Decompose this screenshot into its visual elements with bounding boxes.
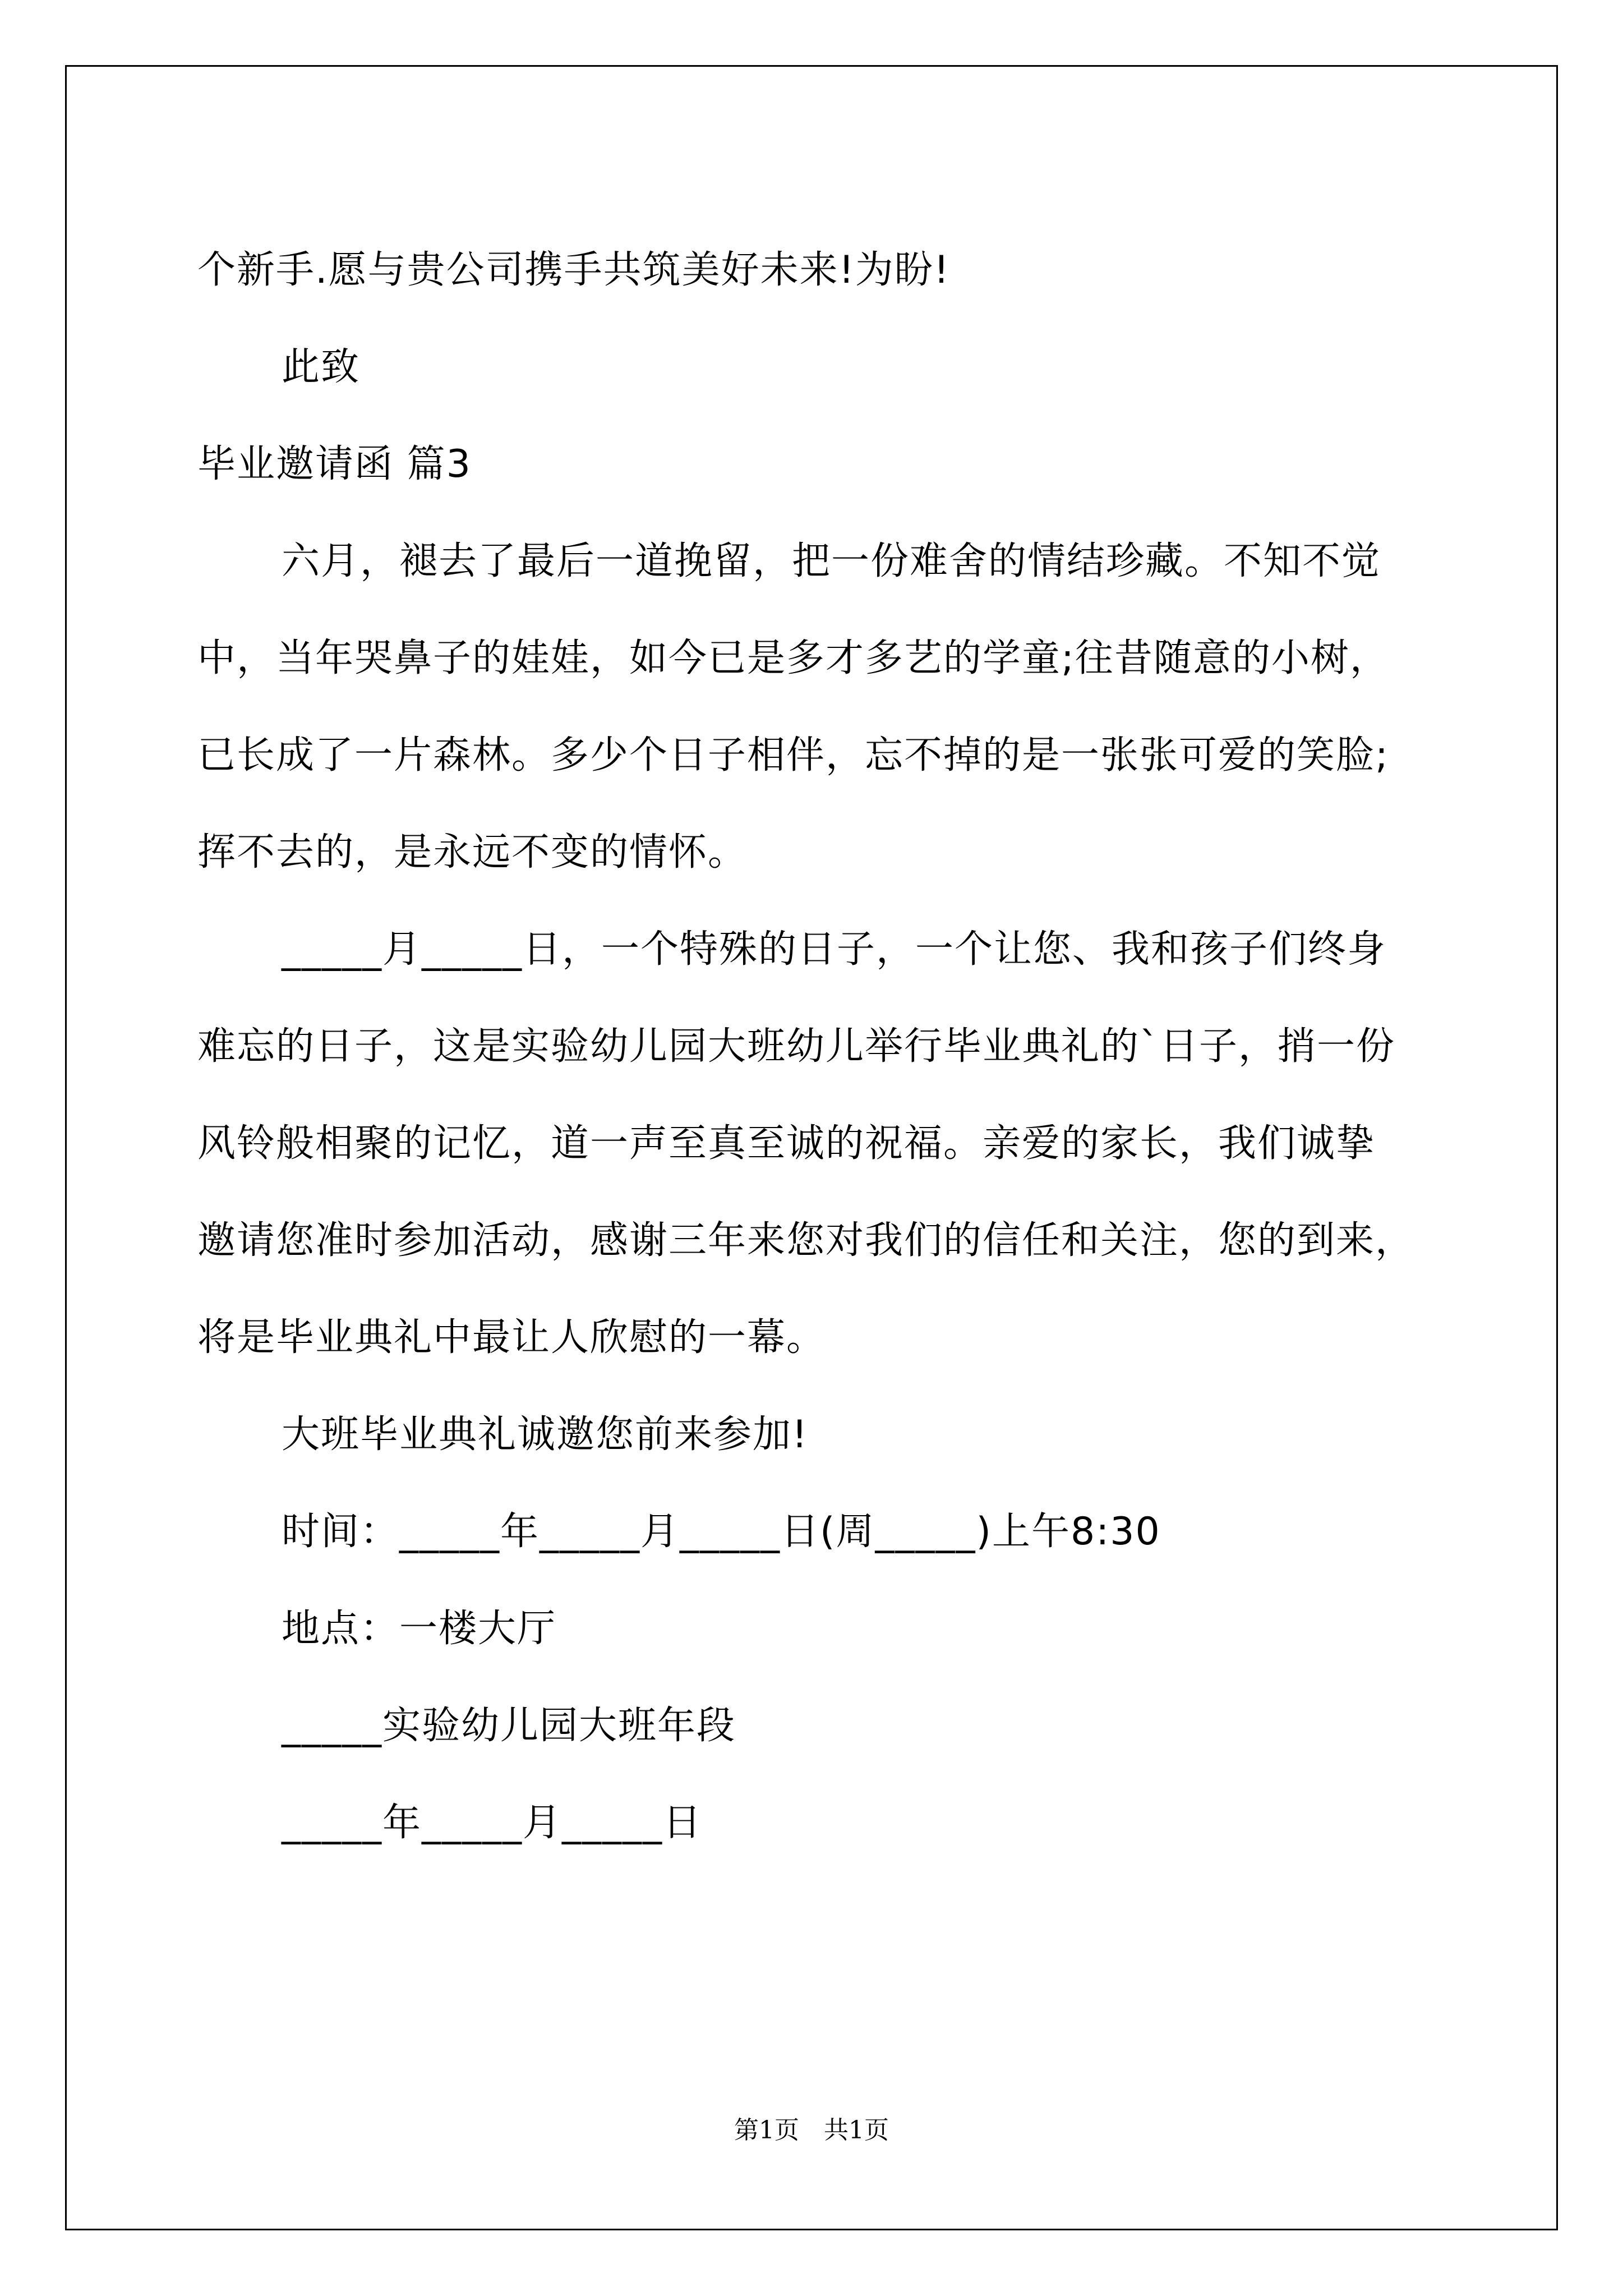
text-line: 六月，褪去了最后一道挽留，把一份难舍的情结珍藏。不知不觉 <box>282 539 1381 583</box>
section-heading: 毕业邀请函 篇3 <box>197 442 472 486</box>
text-line: 难忘的日子，这是实验幼儿园大班幼儿举行毕业典礼的`日子，捎一份 <box>197 1024 1396 1069</box>
text-line: 个新手.愿与贵公司携手共筑美好未来!为盼! <box>197 248 951 292</box>
text-line: 将是毕业典礼中最让人欣慰的一幕。 <box>197 1315 826 1360</box>
text-line: 中，当年哭鼻子的娃娃，如今已是多才多艺的学童;往昔随意的小树， <box>197 636 1389 680</box>
document-body <box>197 222 1459 1871</box>
closing-salutation: 此致 <box>282 345 361 389</box>
text-line: 风铃般相聚的记忆，道一声至真至诚的祝福。亲爱的家长，我们诚挚 <box>197 1121 1376 1166</box>
text-line: 邀请您准时参加活动，感谢三年来您对我们的信任和关注，您的到来， <box>197 1218 1415 1263</box>
page-number: 第1页 共1页 <box>734 2116 889 2145</box>
text-line: _____月_____日，一个特殊的日子，一个让您、我和孩子们终身 <box>282 927 1387 972</box>
text-line: 已长成了一片森林。多少个日子相伴，忘不掉的是一张张可爱的笑脸; <box>197 733 1389 777</box>
event-location: 地点：一楼大厅 <box>282 1607 557 1651</box>
event-time: 时间：_____年_____月_____日(周_____)上午8:30 <box>282 1510 1161 1554</box>
text-line: 挥不去的，是永远不变的情怀。 <box>197 830 748 875</box>
signature-organization: _____实验幼儿园大班年段 <box>282 1704 736 1748</box>
invitation-line: 大班毕业典礼诚邀您前来参加! <box>282 1412 809 1457</box>
signature-date: _____年_____月_____日 <box>282 1801 703 1845</box>
